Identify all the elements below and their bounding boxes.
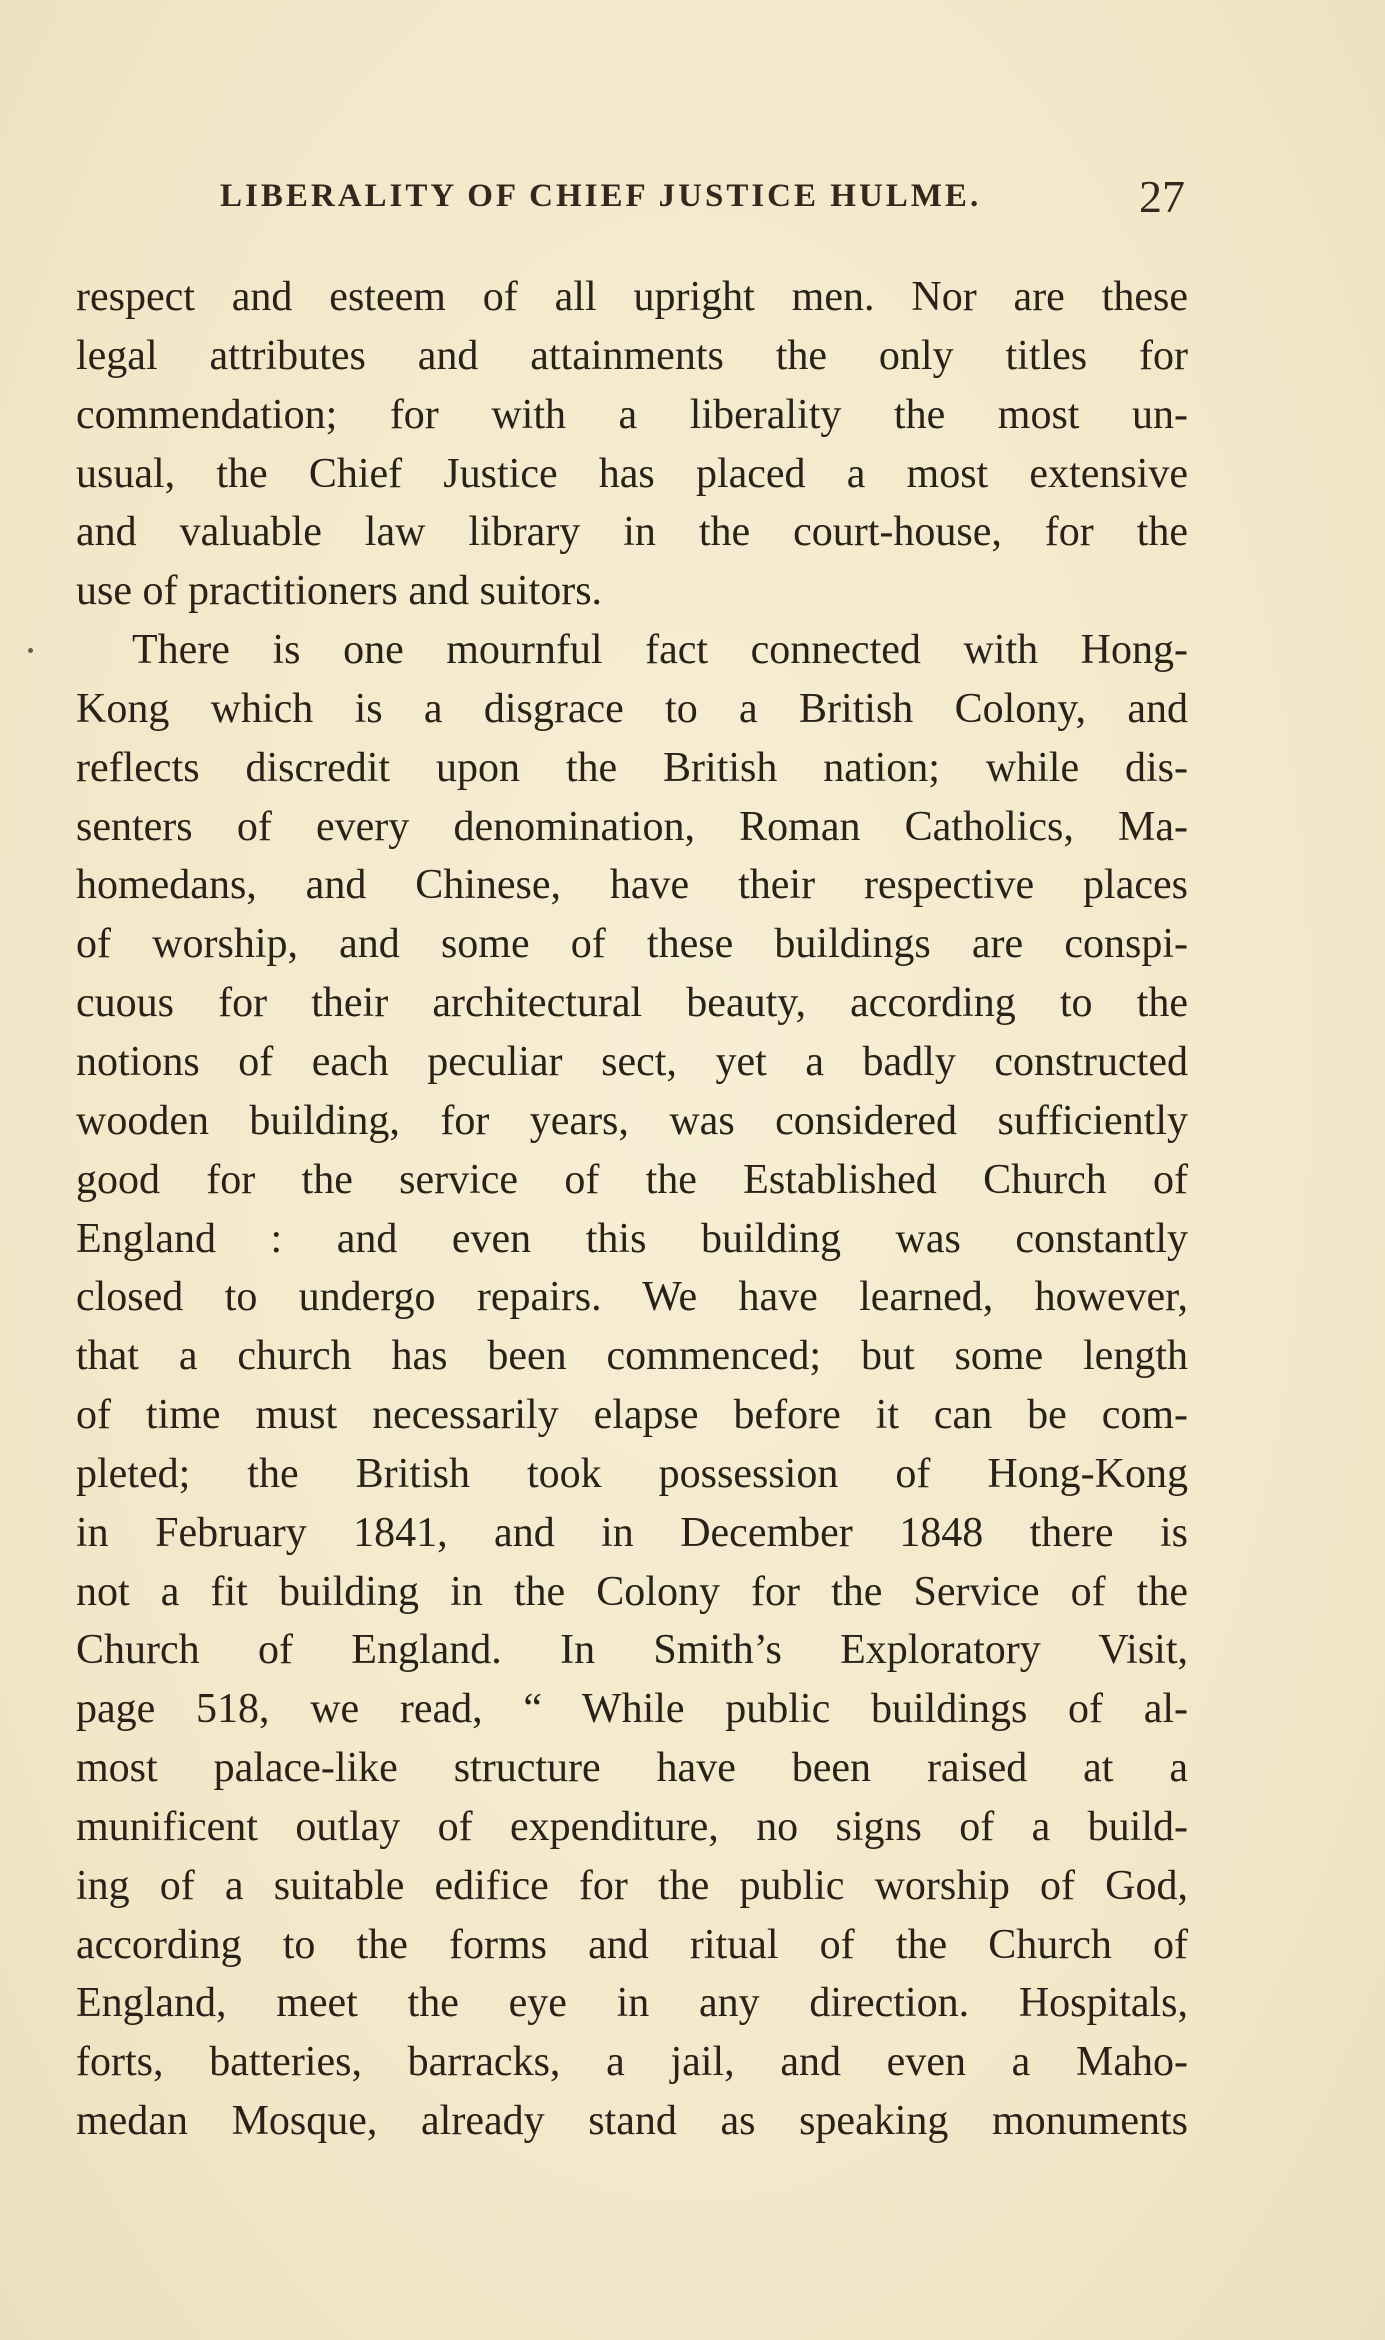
text-line: England, meet the eye in any direction. Hospitals, xyxy=(76,1980,1188,2027)
text-line: Church of England. In Smith’s Exploratory Visit, xyxy=(76,1627,1188,1674)
text-line: use of practitioners and suitors. xyxy=(76,568,603,615)
text-line: notions of each peculiar sect, yet a badly constructed xyxy=(76,1038,1188,1085)
text-line: There is one mournful fact connected with Hong- xyxy=(132,627,1188,674)
text-line: medan Mosque, already stand as speaking monuments xyxy=(76,2098,1188,2145)
text-line: pleted; the British took possession of Hong-Kong xyxy=(76,1450,1188,1497)
text-line: page 518, we read, “ While public buildings of al- xyxy=(76,1686,1188,1733)
text-line: that a church has been commenced; but some length xyxy=(76,1333,1188,1380)
running-title: LIBERALITY OF CHIEF JUSTICE HULME. xyxy=(220,178,982,214)
text-line: Kong which is a disgrace to a British Colony, and xyxy=(76,685,1188,732)
text-line: of worship, and some of these buildings are conspi- xyxy=(76,921,1188,968)
text-line: ing of a suitable edifice for the public worship of God, xyxy=(76,1862,1188,1909)
text-line: in February 1841, and in December 1848 there is xyxy=(76,1509,1188,1556)
text-line: and valuable law library in the court-house, for the xyxy=(76,509,1188,556)
text-line: homedans, and Chinese, have their respective places xyxy=(76,862,1188,909)
text-line: senters of every denomination, Roman Catholics, Ma- xyxy=(76,803,1188,850)
text-line: not a fit building in the Colony for the Service of the xyxy=(76,1568,1188,1615)
body-text xyxy=(76,268,1188,2151)
margin-mark xyxy=(28,648,33,653)
text-line: closed to undergo repairs. We have learned, however, xyxy=(76,1274,1188,1321)
text-line: of time must necessarily elapse before it can be com- xyxy=(76,1392,1188,1439)
page-number: 27 xyxy=(1139,171,1185,222)
text-line: usual, the Chief Justice has placed a most extensive xyxy=(76,450,1188,497)
text-line: reflects discredit upon the British nation; while dis- xyxy=(76,744,1188,791)
text-line: munificent outlay of expenditure, no signs of a build- xyxy=(76,1803,1188,1850)
text-line: commendation; for with a liberality the most un- xyxy=(76,391,1188,438)
text-line: forts, batteries, barracks, a jail, and even a Maho- xyxy=(76,2039,1188,2086)
text-line: good for the service of the Established Church of xyxy=(76,1156,1188,1203)
text-line: wooden building, for years, was considered sufficiently xyxy=(76,1097,1188,1144)
text-line: most palace-like structure have been raised at a xyxy=(76,1745,1188,1792)
text-line: respect and esteem of all upright men. Nor are these xyxy=(76,274,1188,320)
text-line: according to the forms and ritual of the Church of xyxy=(76,1921,1188,1968)
text-line: legal attributes and attainments the only titles for xyxy=(76,332,1188,379)
text-line: cuous for their architectural beauty, according to the xyxy=(76,980,1188,1027)
text-line: England : and even this building was constantly xyxy=(76,1215,1188,1262)
running-head xyxy=(220,171,1185,228)
